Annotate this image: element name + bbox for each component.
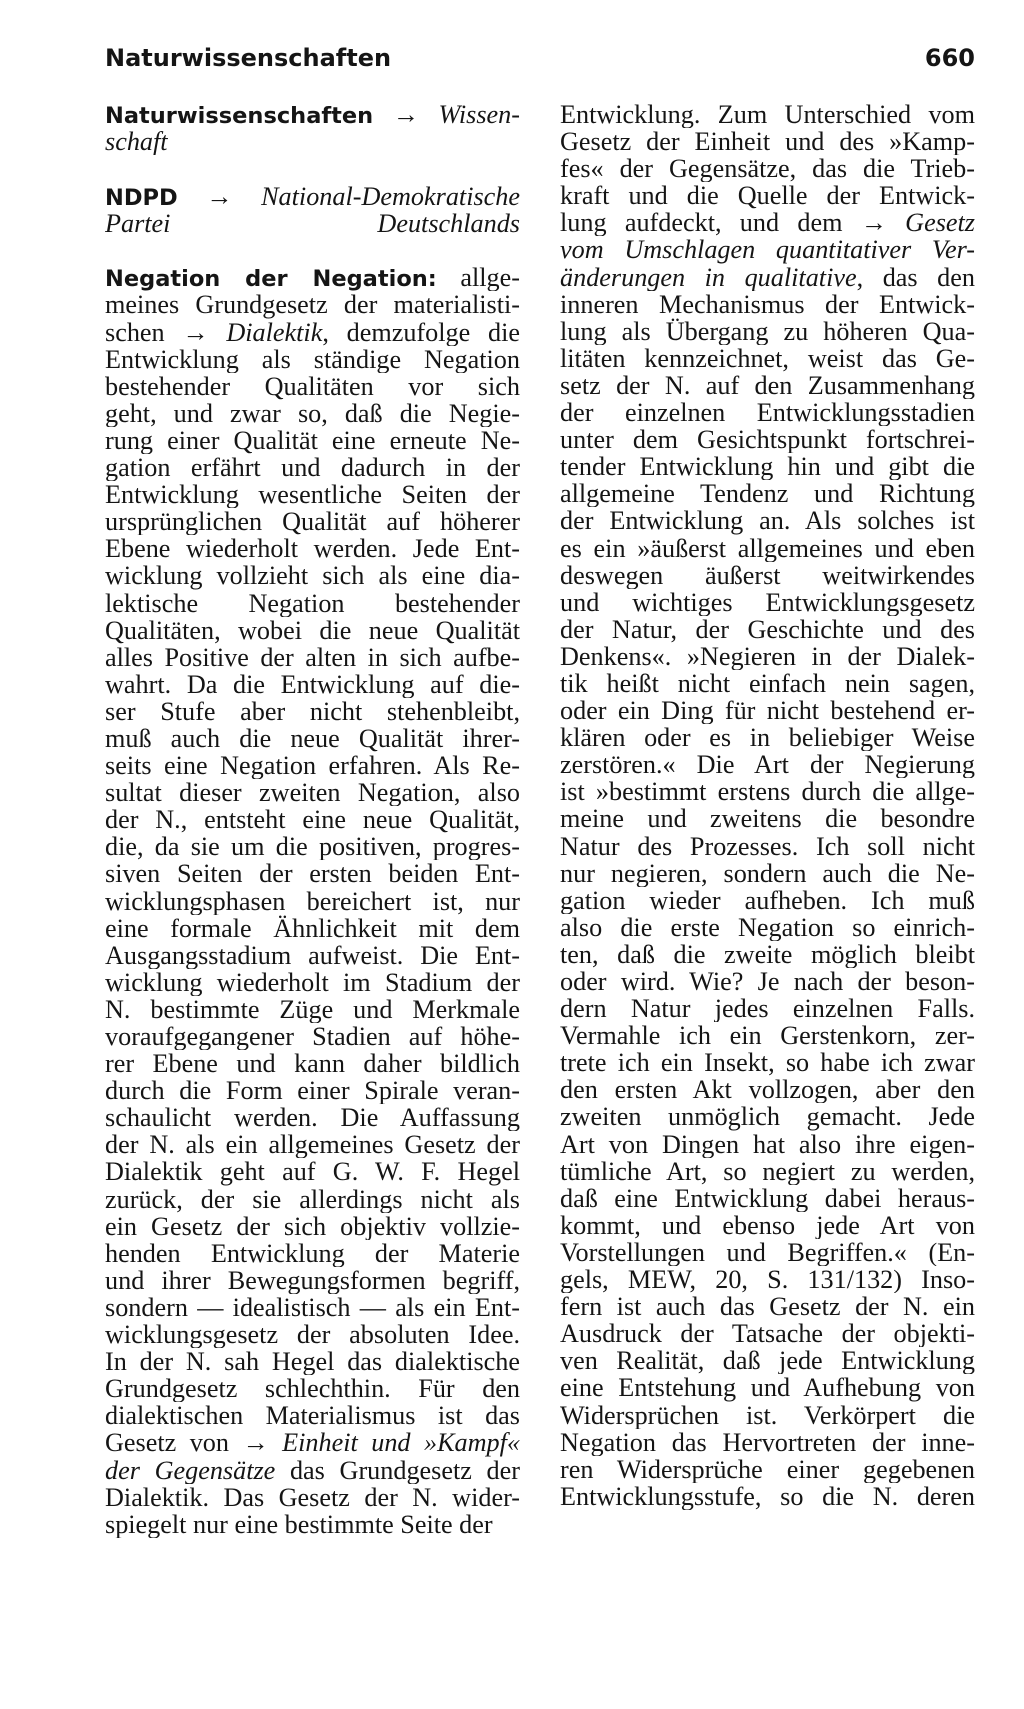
text-line xyxy=(105,183,520,210)
text-line xyxy=(560,209,975,236)
text-line: siven Seiten der ersten beiden Ent- xyxy=(105,860,520,888)
text-line: Ausgangsstadium aufweist. Die Ent- xyxy=(105,941,520,969)
cross-reference: Dialektik xyxy=(226,318,323,346)
text-line: sondern — idealistisch — als ein Ent- xyxy=(105,1293,520,1322)
text-segment: das Grundgesetz der xyxy=(275,1456,520,1484)
text-line: meines Grundgesetz der materialisti- xyxy=(105,291,520,319)
text-line: Vermahle ich ein Gerstenkorn, zer- xyxy=(560,1022,975,1050)
running-header xyxy=(105,44,975,80)
text-line: rer Ebene und kann daher bildlich xyxy=(105,1050,520,1078)
paragraph-gap xyxy=(105,155,520,183)
text-line: und wichtiges Entwicklungsgesetz xyxy=(560,588,975,616)
text-line: tender Entwicklung hin und gibt die xyxy=(560,453,975,481)
text-line: zurück, der sie allerdings nicht als xyxy=(105,1185,520,1213)
text-line: In der N. sah Hegel das dialektische xyxy=(105,1348,520,1376)
text-line: Ausdruck der Tatsache der objekti- xyxy=(560,1320,975,1348)
text-line: Dialektik geht auf G. W. F. Hegel xyxy=(105,1158,520,1186)
text-line: zerstören.« Die Art der Negierung xyxy=(560,751,975,779)
text-line: Dialektik. Das Gesetz der N. wider- xyxy=(105,1483,520,1511)
text-line: eine formale Ähnlichkeit mit dem xyxy=(105,914,520,942)
entry-headword: NDPD xyxy=(105,184,178,210)
text-line xyxy=(105,264,520,291)
text-line: der Entwicklung an. Als solches ist xyxy=(560,507,975,535)
text-line: ursprünglichen Qualität auf höherer xyxy=(105,508,520,536)
text-line: Entwicklung. Zum Unterschied vom xyxy=(560,101,975,129)
text-line: lektische Negation bestehender xyxy=(105,589,520,617)
text-line xyxy=(105,1429,520,1456)
text-line: zweiten unmöglich gemacht. Jede xyxy=(560,1103,975,1131)
text-line: daß eine Entwicklung dabei heraus- xyxy=(560,1184,975,1212)
text-line: Entwicklungsstufe, so die N. deren xyxy=(560,1482,975,1510)
entry-headword: Naturwissenschaften xyxy=(105,103,374,129)
text-line: ven Realität, daß jede Entwicklung xyxy=(560,1347,975,1375)
text-segment: → xyxy=(177,182,262,210)
text-line: setz der N. auf den Zusammenhang xyxy=(560,371,975,400)
cross-reference: Einheit und »Kampf« xyxy=(282,1429,520,1457)
text-line: tümliche Art, so negiert zu werden, xyxy=(560,1157,975,1185)
text-line xyxy=(105,210,520,237)
text-line: Vorstellungen und Begriffen.« (En- xyxy=(560,1238,975,1267)
text-segment: → xyxy=(373,101,439,129)
text-line: bestehender Qualitäten vor sich xyxy=(105,372,520,400)
text-line: Art von Dingen hat also ihre eigen- xyxy=(560,1130,975,1158)
text-line xyxy=(560,236,975,263)
page-number: 660 xyxy=(924,44,975,72)
text-line xyxy=(105,319,520,346)
text-line: meine und zweitens die besondre xyxy=(560,805,975,833)
text-line: gels, MEW, 20, S. 131/132) Inso- xyxy=(560,1266,975,1294)
text-segment: lung aufdeckt, und dem → xyxy=(560,209,906,237)
text-line: ser Stufe aber nicht stehenbleibt, xyxy=(105,697,520,725)
text-line: die, da sie um die positiven, progres- xyxy=(105,833,520,861)
text-line: voraufgegangener Stadien auf höhe- xyxy=(105,1023,520,1051)
text-line: rung einer Qualität eine erneute Ne- xyxy=(105,426,520,455)
text-segment: allge- xyxy=(436,264,520,292)
text-line: muß auch die neue Qualität ihrer- xyxy=(105,724,520,753)
text-line: Natur des Prozesses. Ich soll nicht xyxy=(560,832,975,860)
cross-reference: National-Demokratische xyxy=(261,182,520,210)
text-line: fern ist auch das Gesetz der N. ein xyxy=(560,1293,975,1321)
text-line: ein Gesetz der sich objektiv vollzie- xyxy=(105,1212,520,1240)
text-line: wahrt. Da die Entwicklung auf die- xyxy=(105,670,520,698)
text-line: allgemeine Tendenz und Richtung xyxy=(560,480,975,508)
text-line: nur negieren, sondern auch die Ne- xyxy=(560,859,975,887)
text-line: ren Widersprüche einer gegebenen xyxy=(560,1455,975,1483)
section-title: Naturwissenschaften xyxy=(105,44,392,72)
text-line: wicklungsgesetz der absoluten Idee. xyxy=(105,1321,520,1349)
text-line: wicklung vollzieht sich als eine dia- xyxy=(105,562,520,590)
cross-reference: änderungen in qualitative xyxy=(560,263,857,291)
text-segment: , demzufolge die xyxy=(322,318,520,346)
text-line: der einzelnen Entwicklungsstadien xyxy=(560,399,975,427)
text-line: ist »bestimmt erstens durch die allge- xyxy=(560,778,975,806)
text-line: sultat dieser zweiten Negation, also xyxy=(105,779,520,807)
text-line: also die erste Negation so einrich- xyxy=(560,913,975,941)
text-line: Ebene wiederholt werden. Jede Ent- xyxy=(105,535,520,563)
text-line: kommt, und ebenso jede Art von xyxy=(560,1211,975,1239)
text-line: Grundgesetz schlechthin. Für den xyxy=(105,1375,520,1403)
text-line: der Natur, der Geschichte und des xyxy=(560,615,975,643)
text-segment: schen → xyxy=(105,318,227,346)
text-line: es ein »äußerst allgemeines und eben xyxy=(560,534,975,562)
text-line: und ihrer Bewegungsformen begriff, xyxy=(105,1266,520,1294)
text-segment: , das den xyxy=(856,263,975,291)
cross-reference: Partei Deutschlands xyxy=(105,209,520,237)
text-line: Entwicklung als ständige Negation xyxy=(105,345,520,373)
text-column-left xyxy=(105,101,520,1538)
text-line: Entwicklung wesentliche Seiten der xyxy=(105,481,520,509)
text-line: oder ein Ding für nicht bestehend er- xyxy=(560,697,975,725)
text-line: deswegen äußerst weitwirkendes xyxy=(560,561,975,589)
text-line: Widersprüchen ist. Verkörpert die xyxy=(560,1401,975,1429)
text-line: tik heißt nicht einfach nein sagen, xyxy=(560,669,975,698)
text-line: oder wird. Wie? Je nach der beson- xyxy=(560,968,975,996)
text-line: lung als Übergang zu höheren Qua- xyxy=(560,317,975,345)
text-line: Denkens«. »Negieren in der Dialek- xyxy=(560,642,975,670)
text-line: fes« der Gegensätze, das die Trieb- xyxy=(560,155,975,183)
text-line: litäten kennzeichnet, weist das Ge- xyxy=(560,344,975,372)
text-line: henden Entwicklung der Materie xyxy=(105,1239,520,1267)
text-line: trete ich ein Insekt, so habe ich zwar xyxy=(560,1049,975,1077)
text-line: Qualitäten, wobei die neue Qualität xyxy=(105,616,520,644)
text-column-right xyxy=(560,101,975,1510)
cross-reference: schaft xyxy=(105,128,168,156)
text-line: seits eine Negation erfahren. Als Re- xyxy=(105,752,520,780)
text-line xyxy=(105,1457,520,1484)
text-line: geht, und zwar so, daß die Negie- xyxy=(105,399,520,427)
cross-reference: Gesetz xyxy=(905,209,975,237)
text-line: eine Entstehung und Aufhebung von xyxy=(560,1374,975,1402)
text-line: kraft und die Quelle der Entwick- xyxy=(560,182,975,210)
text-line: unter dem Gesichtspunkt fortschrei- xyxy=(560,426,975,454)
cross-reference: Wissen- xyxy=(438,101,520,129)
text-line: alles Positive der alten in sich aufbe- xyxy=(105,643,520,671)
text-line: durch die Form einer Spirale veran- xyxy=(105,1077,520,1105)
cross-reference: der Gegensätze xyxy=(105,1456,276,1484)
text-line: N. bestimmte Züge und Merkmale xyxy=(105,995,520,1023)
entry-headword: Negation der Negation: xyxy=(105,266,437,292)
text-line: gation wieder aufheben. Ich muß xyxy=(560,886,975,914)
text-line xyxy=(560,264,975,291)
text-line: wicklungsphasen bereichert ist, nur xyxy=(105,887,520,915)
cross-reference: vom Umschlagen quantitativer Ver- xyxy=(560,236,975,264)
text-line: spiegelt nur eine bestimmte Seite der xyxy=(105,1510,493,1538)
text-line: gation erfährt und dadurch in der xyxy=(105,454,520,482)
text-line xyxy=(105,101,520,128)
text-segment: Gesetz von → xyxy=(105,1429,283,1457)
text-line: der N., entsteht eine neue Qualität, xyxy=(105,806,520,834)
text-line: den ersten Akt vollzogen, aber den xyxy=(560,1076,975,1104)
text-line: Negation das Hervortreten der inne- xyxy=(560,1428,975,1456)
paragraph-gap xyxy=(105,237,520,265)
text-line: klären oder es in beliebiger Weise xyxy=(560,724,975,752)
text-line: ten, daß die zweite möglich bleibt xyxy=(560,940,975,968)
text-line: der N. als ein allgemeines Gesetz der xyxy=(105,1131,520,1159)
text-line: dern Natur jedes einzelnen Falls. xyxy=(560,995,975,1023)
text-line: dialektischen Materialismus ist das xyxy=(105,1402,520,1430)
text-line: wicklung wiederholt im Stadium der xyxy=(105,968,520,996)
text-line: Gesetz der Einheit und des »Kamp- xyxy=(560,128,975,156)
text-line: inneren Mechanismus der Entwick- xyxy=(560,290,975,318)
text-line: schaulicht werden. Die Auffassung xyxy=(105,1104,520,1132)
text-line xyxy=(105,128,520,155)
